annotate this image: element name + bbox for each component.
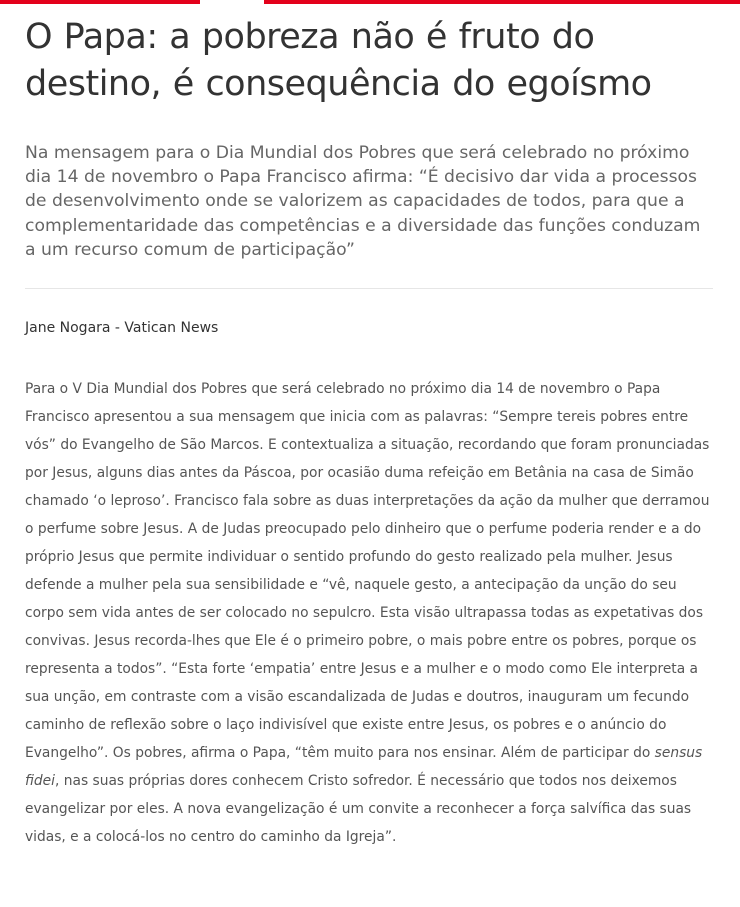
top-accent-bar-gap [200, 0, 264, 4]
top-accent-bar [0, 0, 740, 6]
article-title: O Papa: a pobreza não é fruto do destino, é consequência do egoísmo [25, 17, 652, 104]
article-body-italic-term: sensus fidei [25, 745, 703, 790]
article-byline: Jane Nogara - Vatican News [25, 320, 219, 337]
article-subtitle: Na mensagem para o Dia Mundial dos Pobres que será celebrado no próximo dia 14 de novembro o Papa Francisco afirma: “É decisivo dar vida a processos de desenvolvimento onde se valorizem as capacidades de todos, para que a complementaridade das competências e a diversidade das funções conduzam a um recurso comum de participação” [25, 143, 701, 260]
divider [25, 288, 713, 289]
article-body-text-part-1: Para o V Dia Mundial dos Pobres que será celebrado no próximo dia 14 de novembro o Papa Francisco apresentou a sua mensagem que inicia com as palavras: “Sempre tereis pobres entre vós” do Evangelho de São Marcos. E contextualiza a situação, recordando que foram pronunciadas por Jesus, alguns dias antes da Páscoa, por ocasião duma refeição em Betânia na casa de Simão chamado ‘o leproso’. Francisco fala sobre as duas interpretações da ação da mulher que derramou o perfume sobre Jesus. A de Judas preocupado pelo dinheiro que o perfume poderia render e a do próprio Jesus que permite individuar o sentido profundo do gesto realizado pela mulher. Jesus defende a mulher pela sua sensibilidade e “vê, naquele gesto, a antecipação da unção do seu corpo sem vida antes de ser colocado no sepulcro. Esta visão ultrapassa todas as expetativas dos convivas. Jesus recorda-lhes que Ele é o primeiro pobre, o mais pobre entre os pobres, porque os representa a todos”. “Esta forte ‘empatia’ entre Jesus e a mulher e o modo como Ele interpreta a sua unção, em contraste com a visão escandalizada de Judas e doutros, inauguram um fecundo caminho de reflexão sobre o laço indivisível que existe entre Jesus, os pobres e o anúncio do Evangelho”. Os pobres, afirma o Papa, “têm muito para nos ensinar. Além de participar do [25, 381, 710, 762]
article [25, 14, 715, 865]
article-body [25, 375, 715, 851]
article-body-text-part-2: , nas suas próprias dores conhecem Cristo sofredor. É necessário que todos nos deixemos evangelizar por eles. A nova evangelização é um convite a reconhecer a força salvífica das suas vidas, e a colocá-los no centro do caminho da Igreja”. [25, 773, 692, 846]
top-accent-bar-left [0, 0, 200, 4]
top-accent-bar-right [264, 0, 740, 4]
